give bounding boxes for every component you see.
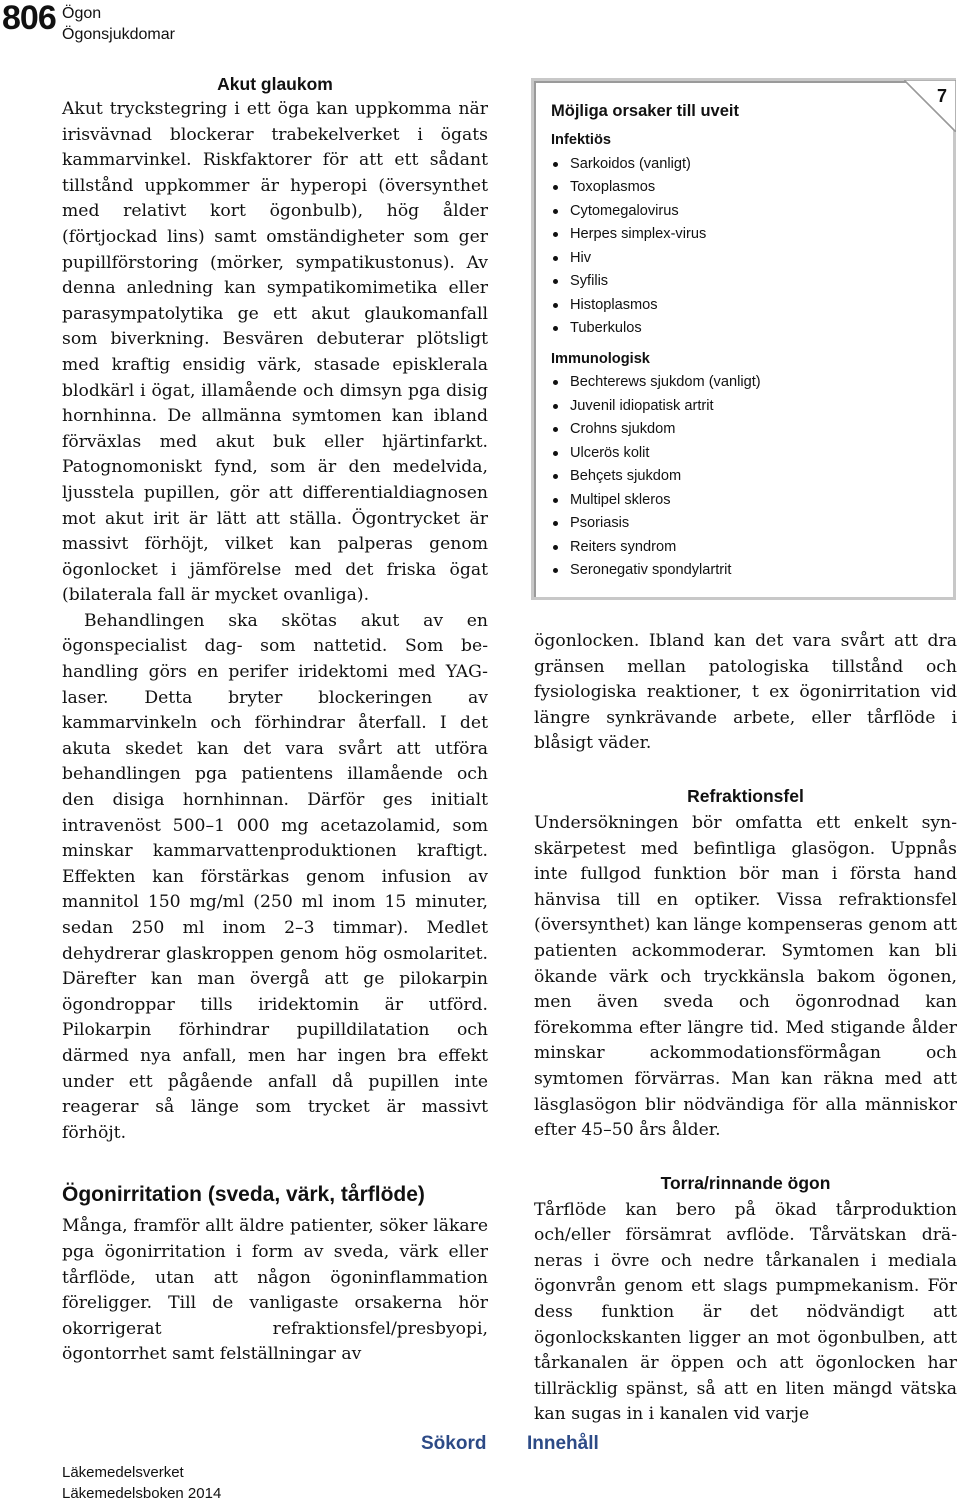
running-header <box>62 3 175 45</box>
paragraph: Tårflöde kan bero på ökad tårproduktion och/eller försämrat avflöde. Tårvätskan dräneras i övre och nedre tårkanalen i mediala ögonvrån genom ett slags pumpmekanism. För dess funktion är det nödvändigt att ögonlockskanten ligger an mot ögonbulben, att tårkanalen är öppen och att ögonlocken har tillräcklig spänst, så att en liten mängd vätska kan sugas in i kanalen vid varje <box>534 1199 957 1425</box>
list-item: Reiters syndrom <box>551 536 931 560</box>
heading-refraktionsfel: Refraktionsfel <box>687 785 804 806</box>
page-number: 806 <box>2 0 56 37</box>
heading-ogonirritation: Ögonirritation (sveda, värk, tårflöde) <box>62 1183 425 1207</box>
heading-akut-glaukom: Akut glaukom <box>217 74 333 94</box>
list-item: Toxoplasmos <box>551 176 931 200</box>
section-title: Ögon <box>62 5 102 22</box>
box-section-infektios: Infektiös <box>551 132 612 148</box>
footer-publisher: Läkemedelsverket <box>62 1464 184 1481</box>
paragraph: Behandlingen ska skötas akut av en ögonspecialist dag- som nattetid. Som behandling görs en perifer iridektomi med YAG-laser. Detta bryter blockeringen av kammarvinkeln och förhindrar återfall. I det akuta skedet kan det vara svårt att utföra behandlingen pga patientens illamående och den disiga hornhinnan. Därför ges initialt intravenöst 500–1 000 mg acetazolamid, som minskar kammarvattenproduktionen kraftigt. Effekten kan förstärkas genom infusion av mannitol 150 mg/ml (250 ml inom 15 minuter, sedan 250 ml inom 2–3 timmar). Medlet dehydrerar glaskroppen genom hög osmolaritet. Därefter kan man övergå att ge pilokarpin ögondroppar tills iridektomin är utförd. Pilokarpin förhindrar pupilldilatation och därmed nya anfall, men har ingen bra effekt under ett pågående anfall då pupillen inte reagerar så länge som trycket är massivt förhöjt. <box>62 610 488 1143</box>
list-item: Syfilis <box>551 270 931 294</box>
list-item: Juvenil idiopatisk artrit <box>551 395 931 419</box>
box-content <box>551 99 931 583</box>
list-item: Behçets sjukdom <box>551 465 931 489</box>
list-item: Histoplasmos <box>551 294 931 318</box>
box-section-immunologisk: Immunologisk <box>551 350 650 367</box>
corner-number: 7 <box>937 86 948 106</box>
subsection-title: Ögonsjukdomar <box>62 26 175 43</box>
list-infektios <box>551 153 931 341</box>
right-column <box>534 629 957 1428</box>
list-item: Herpes simplex-virus <box>551 223 931 247</box>
list-item: Ulcerös kolit <box>551 442 931 466</box>
list-item: Hiv <box>551 247 931 271</box>
list-item: Seronegativ spondylartrit <box>551 559 931 583</box>
paragraph: Akut tryckstegring i ett öga kan uppkomma när irisvävnad blockerar trabekelverket i ögats kammarvinkel. Riskfaktorer för att ett sådant tillstånd uppkommer är hyperopi (översynthet med relativt kort ögonbulb), hög ålder (förtjockad lins) samt omständigheter som ger pupillförstoring (mörker, sympatikustonus). Av denna anledning kan sympatikomimetika eller parasympatolytika ge ett akut glaukomanfall som biverkning. Besvären debuterar plötsligt med kraftig ensidig värk, stasade episklerala blodkärl i ögat, illamående och dimsyn pga disig hornhinna. De allmänna symtomen kan ibland förväxlas med akut buk eller hjärtinfarkt. Patognomoniskt fynd, som är den medelvida, ljusstela pupillen, gör att differentialdiagnosen mot akut irit är lätt att ställa. Ögontrycket är massivt förhöjt, vilket kan palperas genom ögonlocket i jämförelse med det friska ögat (bilaterala fall är mycket ovanliga). <box>62 99 488 606</box>
list-item: Crohns sjukdom <box>551 418 931 442</box>
footer <box>62 1462 221 1504</box>
contents-link[interactable]: Innehåll <box>527 1433 599 1454</box>
box-inner <box>534 81 953 597</box>
search-link[interactable]: Sökord <box>421 1433 487 1454</box>
list-item: Cytomegalovirus <box>551 200 931 224</box>
list-item: Sarkoidos (vanligt) <box>551 153 931 177</box>
footer-book: Läkemedelsboken 2014 <box>62 1485 222 1502</box>
list-item: Multipel skleros <box>551 489 931 513</box>
heading-torra-rinnande-ogon: Torra/rinnande ögon <box>660 1172 831 1193</box>
paragraph: ögonlocken. Ibland kan det vara svårt att dra gränsen mellan patologiska tillstånd och fysiologiska reaktioner, t ex ögonirritation vid längre synkrävande arbete, eller tårflöde i blåsigt väder. <box>534 631 957 754</box>
uveit-causes-box <box>531 78 956 600</box>
list-item: Tuberkulos <box>551 317 931 341</box>
box-title: Möjliga orsaker till uveit <box>551 102 739 120</box>
list-immunologisk <box>551 371 931 583</box>
list-item: Bechterews sjukdom (vanligt) <box>551 371 931 395</box>
list-item: Psoriasis <box>551 512 931 536</box>
left-column <box>62 72 488 1368</box>
paragraph: Undersökningen bör omfatta ett enkelt synskärpetest med befintliga glasögon. Uppnås inte fullgod funktion bör man i första hand hänvisa till en optiker. Vissa refraktionsfel (översynthet) kan länge kompenseras genom att patienten ackommoderar. Symtomen kan bli ökande värk och tryckkänsla bakom ögonen, men även sveda och ögonrodnad kan förekomma efter längre tid. Med stigande ålder minskar ackommodationsförmågan och symtomen förvärras. Man kan räkna med att läsglasögon blir nödvändiga för alla människor efter 45–50 års ålder. <box>534 812 957 1141</box>
paragraph: Många, framför allt äldre patienter, söker läkare pga ögonirritation i form av sveda, värk eller tårflöde, utan att någon ögoninflammation föreligger. Till de vanligaste orsakerna hör okorrigerat refraktionsfel/presbyopi, ögontorrhet samt felställningar av <box>62 1216 488 1365</box>
